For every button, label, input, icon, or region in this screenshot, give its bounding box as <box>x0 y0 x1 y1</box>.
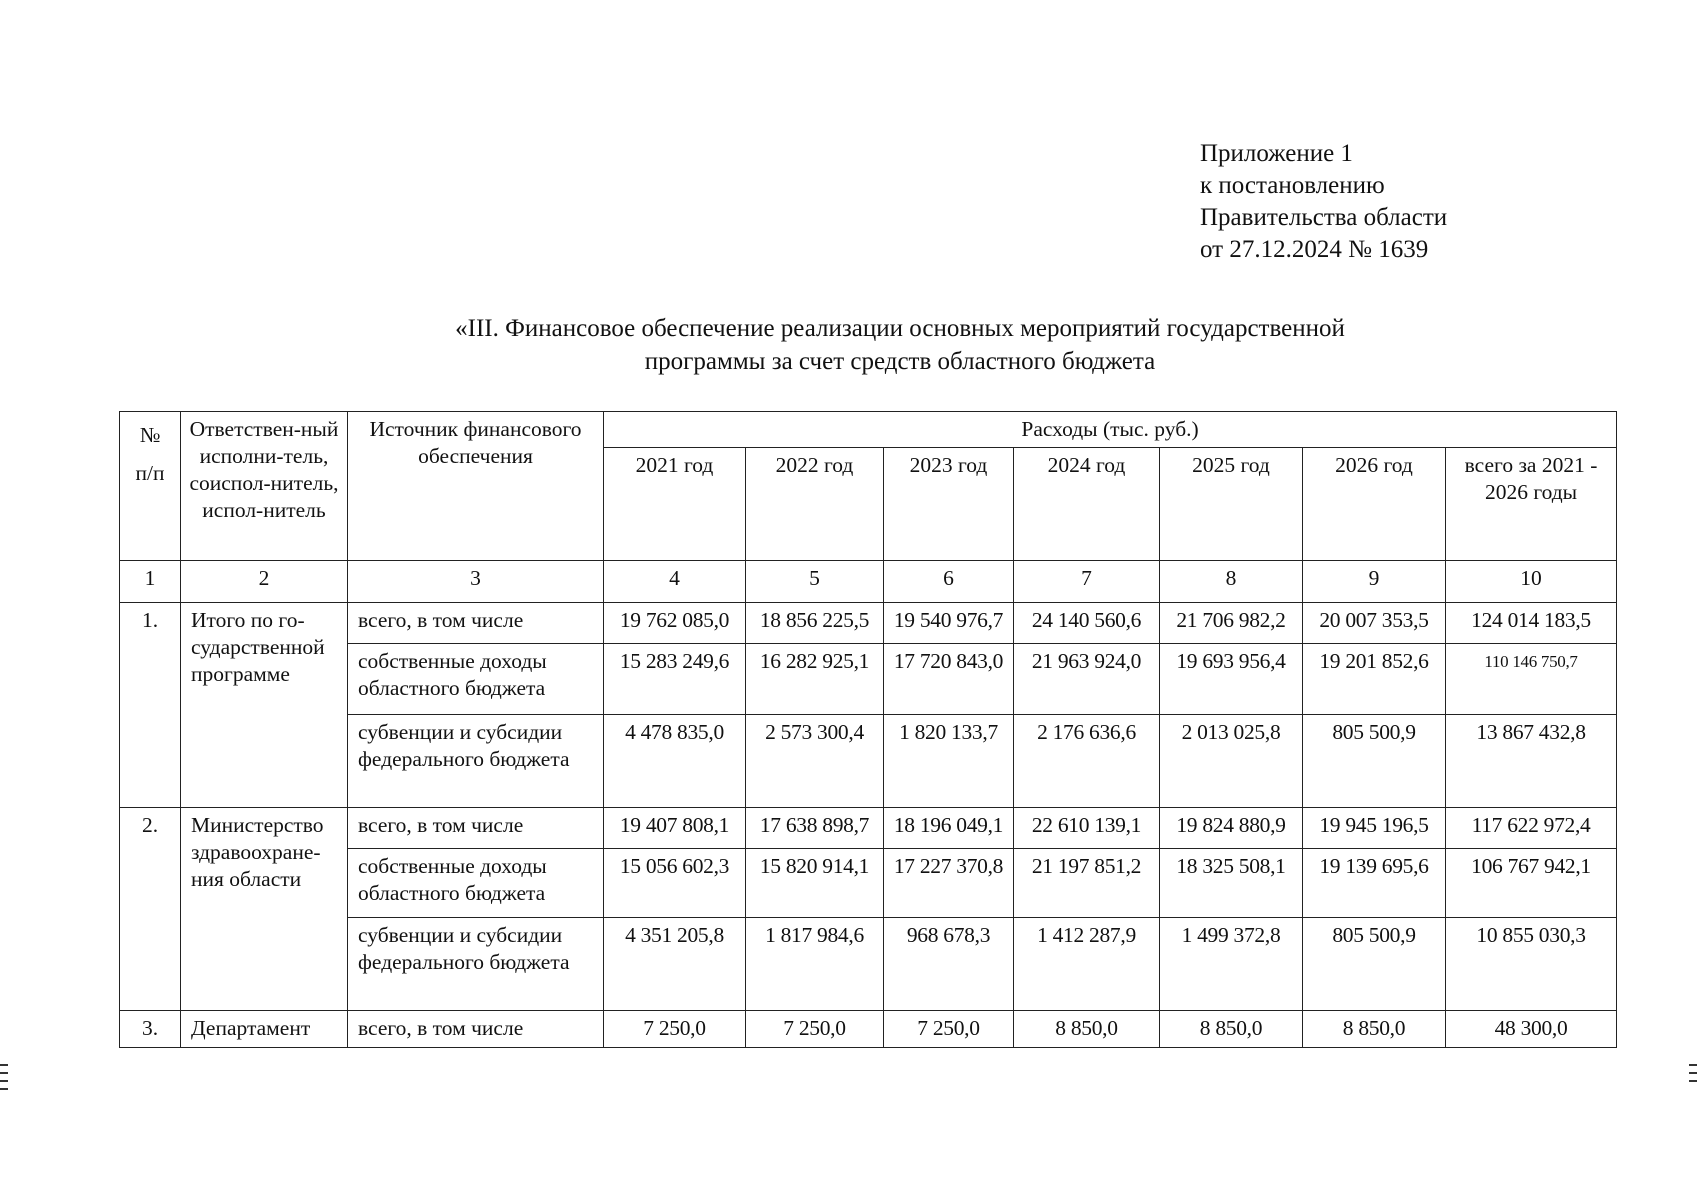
value-cell: 20 007 353,5 <box>1303 603 1446 644</box>
value-cell: 110 146 750,7 <box>1446 644 1617 715</box>
group-num: 3. <box>120 1011 181 1048</box>
scan-margin-mark <box>1689 1072 1697 1074</box>
column-number: 2 <box>181 561 348 603</box>
document-title <box>300 312 1500 378</box>
header-year-2022: 2022 год <box>746 448 884 561</box>
column-number: 3 <box>348 561 604 603</box>
value-cell: 8 850,0 <box>1014 1011 1160 1048</box>
appendix-line-2: к постановлению <box>1200 172 1385 199</box>
scan-margin-mark <box>1689 1080 1697 1082</box>
header-num: № п/п <box>120 412 181 561</box>
source-cell: субвенции и субсидии федерального бюджета <box>348 715 604 808</box>
header-year-2021: 2021 год <box>604 448 746 561</box>
appendix-line-3: Правительства области <box>1200 204 1448 231</box>
column-number: 6 <box>884 561 1014 603</box>
appendix-block <box>1200 138 1447 266</box>
scan-margin-mark <box>0 1072 8 1074</box>
value-cell: 7 250,0 <box>604 1011 746 1048</box>
value-cell: 18 856 225,5 <box>746 603 884 644</box>
value-cell: 2 573 300,4 <box>746 715 884 808</box>
value-cell: 19 540 976,7 <box>884 603 1014 644</box>
value-cell: 124 014 183,5 <box>1446 603 1617 644</box>
source-cell: всего, в том числе <box>348 603 604 644</box>
value-cell: 106 767 942,1 <box>1446 849 1617 918</box>
value-cell: 8 850,0 <box>1303 1011 1446 1048</box>
group-executor: Департамент <box>181 1011 348 1048</box>
value-cell: 17 638 898,7 <box>746 808 884 849</box>
group-num: 2. <box>120 808 181 1011</box>
scan-margin-mark <box>1689 1064 1697 1066</box>
header-source: Источник финансового обеспечения <box>348 412 604 561</box>
group-executor: Итого по го-сударственной программе <box>181 603 348 808</box>
value-cell: 22 610 139,1 <box>1014 808 1160 849</box>
title-line-1: «III. Финансовое обеспечение реализации основных мероприятий государственной <box>455 315 1345 342</box>
column-number: 9 <box>1303 561 1446 603</box>
value-cell: 4 478 835,0 <box>604 715 746 808</box>
value-cell: 1 499 372,8 <box>1160 918 1303 1011</box>
value-cell: 968 678,3 <box>884 918 1014 1011</box>
value-cell: 2 013 025,8 <box>1160 715 1303 808</box>
value-cell: 117 622 972,4 <box>1446 808 1617 849</box>
column-number: 10 <box>1446 561 1617 603</box>
value-cell: 1 817 984,6 <box>746 918 884 1011</box>
value-cell: 13 867 432,8 <box>1446 715 1617 808</box>
scan-margin-mark <box>0 1088 8 1090</box>
value-cell: 21 706 982,2 <box>1160 603 1303 644</box>
source-cell: собственные доходы областного бюджета <box>348 644 604 715</box>
header-expenses: Расходы (тыс. руб.) <box>604 412 1617 448</box>
value-cell: 10 855 030,3 <box>1446 918 1617 1011</box>
value-cell: 16 282 925,1 <box>746 644 884 715</box>
column-number: 7 <box>1014 561 1160 603</box>
group-num: 1. <box>120 603 181 808</box>
value-cell: 805 500,9 <box>1303 918 1446 1011</box>
title-line-2: программы за счет средств областного бюджета <box>644 348 1156 375</box>
value-cell: 17 720 843,0 <box>884 644 1014 715</box>
value-cell: 19 407 808,1 <box>604 808 746 849</box>
table-row <box>120 603 1617 644</box>
column-numbers-row <box>120 561 1617 603</box>
value-cell: 18 196 049,1 <box>884 808 1014 849</box>
column-number: 5 <box>746 561 884 603</box>
header-total: всего за 2021 - 2026 годы <box>1446 448 1617 561</box>
appendix-line-4: от 27.12.2024 № 1639 <box>1200 236 1429 263</box>
value-cell: 19 762 085,0 <box>604 603 746 644</box>
value-cell: 19 824 880,9 <box>1160 808 1303 849</box>
value-cell: 15 283 249,6 <box>604 644 746 715</box>
header-row-1 <box>120 412 1617 448</box>
appendix-line-1: Приложение 1 <box>1200 140 1353 167</box>
value-cell: 1 820 133,7 <box>884 715 1014 808</box>
header-year-2025: 2025 год <box>1160 448 1303 561</box>
value-cell: 21 197 851,2 <box>1014 849 1160 918</box>
header-year-2026: 2026 год <box>1303 448 1446 561</box>
value-cell: 15 820 914,1 <box>746 849 884 918</box>
header-executor: Ответствен-ный исполни-тель, соиспол-нитель, испол-нитель <box>181 412 348 561</box>
header-year-2023: 2023 год <box>884 448 1014 561</box>
value-cell: 1 412 287,9 <box>1014 918 1160 1011</box>
source-cell: всего, в том числе <box>348 1011 604 1048</box>
value-cell: 19 945 196,5 <box>1303 808 1446 849</box>
value-cell: 8 850,0 <box>1160 1011 1303 1048</box>
table-row <box>120 1011 1617 1048</box>
source-cell: всего, в том числе <box>348 808 604 849</box>
value-cell: 21 963 924,0 <box>1014 644 1160 715</box>
value-cell: 18 325 508,1 <box>1160 849 1303 918</box>
value-cell: 19 201 852,6 <box>1303 644 1446 715</box>
value-cell: 805 500,9 <box>1303 715 1446 808</box>
source-cell: субвенции и субсидии федерального бюджета <box>348 918 604 1011</box>
value-cell: 48 300,0 <box>1446 1011 1617 1048</box>
value-cell: 15 056 602,3 <box>604 849 746 918</box>
source-cell: собственные доходы областного бюджета <box>348 849 604 918</box>
group-executor: Министерство здравоохране-ния области <box>181 808 348 1011</box>
value-cell: 7 250,0 <box>884 1011 1014 1048</box>
value-cell: 2 176 636,6 <box>1014 715 1160 808</box>
value-cell: 19 139 695,6 <box>1303 849 1446 918</box>
column-number: 1 <box>120 561 181 603</box>
table-row <box>120 808 1617 849</box>
header-year-2024: 2024 год <box>1014 448 1160 561</box>
value-cell: 4 351 205,8 <box>604 918 746 1011</box>
value-cell: 24 140 560,6 <box>1014 603 1160 644</box>
column-number: 4 <box>604 561 746 603</box>
scan-margin-mark <box>0 1064 8 1066</box>
value-cell: 19 693 956,4 <box>1160 644 1303 715</box>
scan-margin-mark <box>0 1080 8 1082</box>
financing-table <box>119 411 1617 1048</box>
value-cell: 7 250,0 <box>746 1011 884 1048</box>
column-number: 8 <box>1160 561 1303 603</box>
value-cell: 17 227 370,8 <box>884 849 1014 918</box>
